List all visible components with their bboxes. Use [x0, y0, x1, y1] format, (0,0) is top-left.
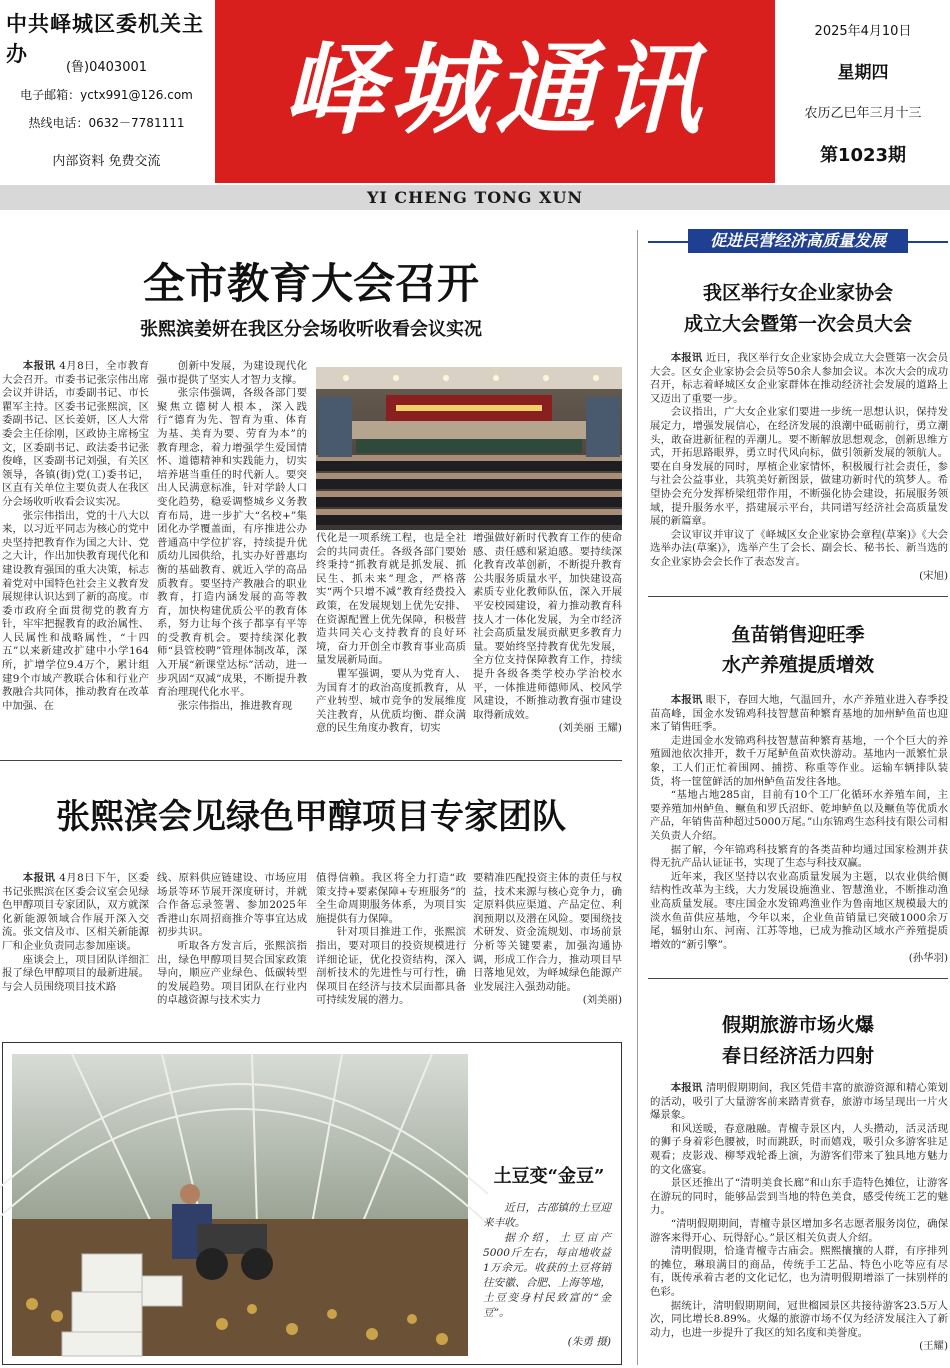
right2-para: 走进国金水发锦鸡科技智慧苗种繁育基地，一个个巨大的养殖圆池依次排开，数千万尾鲈鱼苗欢快游动。基地内一派繁忙景象，工人们正忙着围网、捕捞、称重等作业。运输车辆排队装货，将一筐筐鲜活的加州鲈鱼苗发往各地。 — [650, 734, 948, 788]
article1-para: 本报讯 4月8日，全市教育大会召开。市委书记张宗伟出席会议并讲话，市委副书记、市长瞿军主持。区委书记张熙滨，区委副书记、区长姜妍，区人大常委会主任徐刚，区政协主席杨宝文，区委副书记、政法委书记张俊峰，区委副书记刘强，有关区领导，各镇(街)党(工)委书记，区直有关单位主要负责人在我区分会场收听收看会议实况。 — [2, 360, 150, 508]
dateline: 本报讯 — [670, 1082, 703, 1094]
hotline: 热线电话：0632－7781111 — [28, 116, 185, 130]
photo-story-byline: (朱勇 摄) — [567, 1336, 611, 1348]
right3-title-line2: 春日经济活力四射 — [721, 1045, 874, 1067]
right3-para: 本报讯 清明假期期间，我区凭借丰富的旅游资源和精心策划的活动，吸引了大量游客前来踏青赏春，旅游市场呈现出一片火爆景象。 — [650, 1082, 948, 1122]
photo-story-caption — [483, 1201, 611, 1348]
article1-column-1 — [2, 360, 149, 750]
right2-title-line2: 水产养殖提质增效 — [721, 654, 874, 676]
article1-para: 张宗伟指出，推进教育现 — [177, 699, 293, 712]
divider — [648, 978, 948, 979]
article2-para: 听取各方发言后，张熙滨指出，绿色甲醇项目契合国家政策导向，顺应产业绿色、低碳转型的发展趋势。项目团队在行业内的卓越资源与技术实力 — [157, 939, 307, 1007]
article1-para: 代化是一项系统工程，也是全社会的共同责任。各级各部门要始终秉持“抓教育就是抓发展、抓民生、抓未来”理念，严格落实“两个只增不减”教育经费投入政策，在发展规划上优先安排、在资源配置上优先保障，积极营造共同关心支持教育的良好环境，奋力开创全市教育事业高质量发展新局面。 — [316, 532, 466, 667]
article1-para: 创新中发展，为建设现代化强市提供了坚实人才智力支撑。 — [157, 360, 307, 386]
photo-story-box — [2, 1042, 622, 1365]
article1-subtitle: 张熙滨姜妍在我区分会场收听收看会议实况 — [140, 319, 482, 340]
slogan-banner — [648, 229, 948, 253]
photo-story-para: 据介绍，土豆亩产5000斤左右，每亩地收益1万余元。收获的土豆将销往安徽、合肥、上海等地，土豆变身村民致富的“金豆”。 — [483, 1232, 611, 1319]
dateline: 本报讯 — [670, 352, 703, 364]
right1-para: 本报讯 近日，我区举行女企业家协会成立大会暨第一次会员大会。区女企业家协会会员等50余人参加会议。本次大会的成功召开，标志着峄城区女企业家群体在推动经济社会发展的道路上又迈出了重要一步。 — [650, 352, 948, 405]
right2-para: “基地占地285亩，目前有10个工厂化循环水养殖车间，主要养殖加州鲈鱼、鳜鱼和罗氏沼虾、乾坤鲈鱼以及鳜鱼等优质水产品，年销售苗种超过5000万尾。”山东锦鸡生态科技有限公司相关负责人介绍。 — [650, 789, 948, 842]
article1-column-3 — [316, 532, 466, 750]
photo-story-para: 近日，古邵镇的土豆迎来丰收。 — [483, 1202, 611, 1229]
right1-para: 会议审议并审议了《峄城区女企业家协会章程(草案)》《大会选举办法(草案)》，选举产生了会长、副会长、秘书长、新当选的女企业家协会会长作了表态发言。 — [650, 528, 948, 568]
masthead-left — [0, 0, 213, 183]
article1-byline: (刘美丽 王耀) — [558, 722, 622, 735]
article2-para: 线、原料供应链建设、市场应用场景等环节展开深度研讨，并就合作备忘录签署、参加2025年香港山东周招商推介等事宜达成初步共识。 — [157, 872, 307, 939]
registration-number: (鲁)0403001 — [65, 60, 148, 75]
issue-date: 2025年4月10日 — [814, 24, 912, 39]
dateline: 本报讯 — [22, 360, 56, 372]
masthead-right — [776, 0, 950, 183]
newspaper-title: 峄城通讯 — [283, 31, 707, 148]
article2-para: 值得信赖。我区将全力打造“政策支持+要素保障+专班服务”的全生命周期服务体系，为项目实施提供有力保障。 — [316, 872, 466, 925]
article1-column-4 — [473, 532, 622, 750]
right2-para: 据了解，今年锦鸡科技繁育的各类苗种均通过国家检测并获得无抗产品认证证书，实现了生态与科技双赢。 — [650, 843, 948, 870]
right3-title-line1: 假期旅游市场火爆 — [721, 1014, 874, 1036]
article1-title: 全市教育大会召开 — [142, 259, 479, 308]
right3-body — [650, 1082, 948, 1364]
article2-para: 本报讯 4月8日下午，区委书记张熙滨在区委会议室会见绿色甲醇项目专家团队，双方就深化新能源领域合作展开深入交流。张文信及市、区相关新能源厂和企业负责同志参加座谈。 — [2, 872, 150, 952]
issue-number: 第1023期 — [819, 145, 907, 166]
article1-para: 张宗伟强调，各级各部门要聚焦立德树人根本，深入践行“德育为先、智育为重、体育为基、美育为要、劳育为本”的教育理念，着力增强学生爱国情怀、道德精神和实践能力，切实培养堪当重任的时代新人。要突出人民满意标准，针对学龄人口变化趋势，稳妥调整城乡义务教育布局，进一步扩大“名校+”集团化办学覆盖面，有序推进公办普通高中学位扩容，持续提升优质幼儿园供给，扎实办好普惠均衡的基础教育、就近入学的高品质教育。要坚持产教融合的职业教育，打造内涵发展的高等教育，加快构建优质公平的教育体系，努力让每个孩子都享有平等的受教育机会。要持续深化教师“县管校聘”管理体制改革，深入开展“新课堂达标”活动，进一步巩固“双减”成果，不断提升教育治理现代化水平。 — [157, 387, 307, 699]
meeting-hall-image — [316, 367, 622, 530]
right2-para: 本报讯 眼下，春回大地，气温回升，水产养殖业进入春季投苗高峰，国金水发锦鸡科技智慧苗种繁育基地的加州鲈鱼苗也迎来了销售旺季。 — [650, 694, 948, 734]
article2-column-3 — [316, 872, 466, 1012]
right3-para: 景区还推出了“清明美食长廊”和山东手造特色摊位，让游客在游玩的同时，能够品尝到当地的特色美食，感受传统工艺的魅力。 — [650, 1177, 948, 1217]
article2-column-1 — [2, 872, 149, 1012]
slogan-text: 促进民营经济高质量发展 — [688, 229, 908, 253]
article2-column-4 — [473, 872, 622, 1012]
article1-column-2 — [157, 360, 307, 750]
right1-title-line1: 我区举行女企业家协会 — [702, 282, 893, 304]
right1-byline: (宋旭) — [919, 569, 948, 582]
divider — [648, 596, 948, 597]
pinyin-bar — [0, 185, 950, 210]
lunar-date: 农历乙巳年三月十三 — [804, 106, 922, 121]
right3-para: “清明假期期间，青檀寺景区增加多名志愿者服务岗位，确保游客来得开心、玩得舒心。”景区相关负责人介绍。 — [650, 1217, 948, 1244]
article2-byline: (刘美丽) — [582, 994, 622, 1007]
right3-para: 据统计，清明假期期间，冠世榴园景区共接待游客23.5万人次，同比增长8.89%。火爆的旅游市场不仅为经济发展注入了新动力，也进一步提升了我区的知名度和美誉度。 — [650, 1299, 948, 1339]
email: 电子邮箱：yctx991@126.com — [20, 88, 193, 102]
dateline: 本报讯 — [670, 694, 703, 706]
right1-title-line2: 成立大会暨第一次会员大会 — [683, 313, 912, 335]
article2-para: 要精准匹配投资主体的责任与权益，技术来源与核心竞争力，确定原料供应渠道、产品定位、利润预期以及潜在风险。要围绕技术研发、资金流规划、市场前景分析等关键要素，加强沟通协调，形成工作合力，推动项目早日落地见效，为峄城绿色能源产业发展注入强劲动能。 — [473, 872, 622, 993]
article2-title: 张熙滨会见绿色甲醇项目专家团队 — [56, 797, 566, 837]
article1-para: 瞿军强调，要从为党育人、为国育才的政治高度抓教育，从产业转型、城市竞争的发展维度关注教育，从优质均衡、群众满意的民生角度办教育，切实 — [316, 667, 466, 735]
greenhouse-image — [12, 1054, 468, 1356]
weekday: 星期四 — [837, 63, 889, 83]
article2-para: 座谈会上，项目团队详细汇报了绿色甲醇项目的最新进展。与会人员围绕项目技术路 — [2, 953, 149, 993]
right2-byline: (孙华羽) — [908, 952, 948, 965]
dateline: 本报讯 — [22, 872, 56, 884]
right1-body — [650, 352, 948, 584]
right1-para: 会议指出，广大女企业家们要进一步统一思想认识，保持发展定力，增强发展信心，在经济发展的浪潮中砥砺前行，勇立潮头，敢奋进新征程的弄潮儿。要不断解放思想观念，创新思维方式，开拓思路眼界，勇立时代风向标，做引领新发展的领航人。要在自身发展的同时，厚植企业家情怀，积极履行社会责任，参与社会公益事业，共筑美好新图景，做建功新时代的筑梦人。希望协会充分发挥桥梁纽带作用，不断强化协会建设，拓展服务领域，提升服务水平，搭建展示平台，共同谱写经济社会高质量发展的新篇章。 — [650, 406, 948, 528]
divider — [0, 760, 622, 761]
right3-para: 和风送暖，春意融融。青檀寺景区内，人头攒动，活灵活现的狮子身着彩色腰被，时而跳跃，时而嬉戏，吸引众多游客驻足观看；皮影戏、柳琴戏轮番上演，为游客们带来了独具地方魅力的文化盛宴。 — [650, 1122, 948, 1176]
masthead-banner — [215, 0, 775, 183]
meeting-photo — [316, 367, 622, 530]
potato-harvest-photo — [12, 1054, 468, 1356]
right2-para: 近年来，我区坚持以农业高质量发展为主题，以农业供给侧结构性改革为主线，大力发展设施渔业、智慧渔业，不断推动渔业高质量发展。枣庄国金水发锦鸡渔业作为鲁南地区规模最大的淡水鱼苗供应基地，今年以来，企业鱼苗销量已突破1000余万尾，辐射山东、河南、江苏等地，已成为推动区域水产养殖提质增效的“新引擎”。 — [650, 870, 948, 951]
pinyin-title: YI CHENG TONG XUN — [366, 188, 584, 207]
article2-column-2 — [157, 872, 307, 1012]
article1-para: 张宗伟指出，党的十八大以来，以习近平同志为核心的党中央坚持把教育作为国之大计、党之大计，作出加快教育现代化和建设教育强国的重大决策，标志着党对中国特色社会主义教育发展规律认识达到了新的高度。市委市政府全面贯彻党的教育方针，牢牢把握教育的政治属性、人民属性和战略属性，“十四五”以来新建改扩建中小学164所，扩增学位9.4万个，累计组建9个市域产教联合体和行业产教融合共同体，推动教育在改革中加强、在 — [2, 509, 149, 712]
article1-para: 增强做好新时代教育工作的使命感、责任感和紧迫感。要持续深化教育改革创新，不断提升教育公共服务质量水平，加快建设高素质专业化教师队伍，深入开展平安校园建设，着力推动教育科技人才一体化发展，为全市经济社会高质量发展贡献更多教育力量。要始终坚持教育优先发展，全方位支持保障教育工作，持续提升各级各类学校办学治校水平，一体推进师德师风、校风学风建设，不断推动教育强市建设取得新成效。 — [473, 532, 622, 721]
article2-para: 针对项目推进工作，张熙滨指出，要对项目的投资规模进行详细论证，优化投资结构，深入剖析技术的先进性与可行性，确保项目在经济与技术层面都具备可持续发展的潜力。 — [316, 926, 466, 1007]
right3-byline: (王耀) — [919, 1340, 948, 1353]
organizer: 中共峄城区委机关主办 — [6, 11, 204, 66]
right2-body — [650, 694, 948, 966]
free-note: 内部资料 免费交流 — [52, 154, 161, 169]
photo-story-title: 土豆变“金豆” — [493, 1166, 605, 1187]
right-column-divider — [637, 230, 638, 1365]
right2-title-line1: 鱼苗销售迎旺季 — [731, 624, 865, 646]
right3-para: 清明假期，恰逢青檀寺古庙会。熙熙攘攘的人群，有序排列的摊位，琳琅满目的商品，传统手工艺品、特色小吃等应有尽有，既传承着古老的文化记忆，也为清明假期增添了一抹别样的色彩。 — [650, 1245, 948, 1298]
